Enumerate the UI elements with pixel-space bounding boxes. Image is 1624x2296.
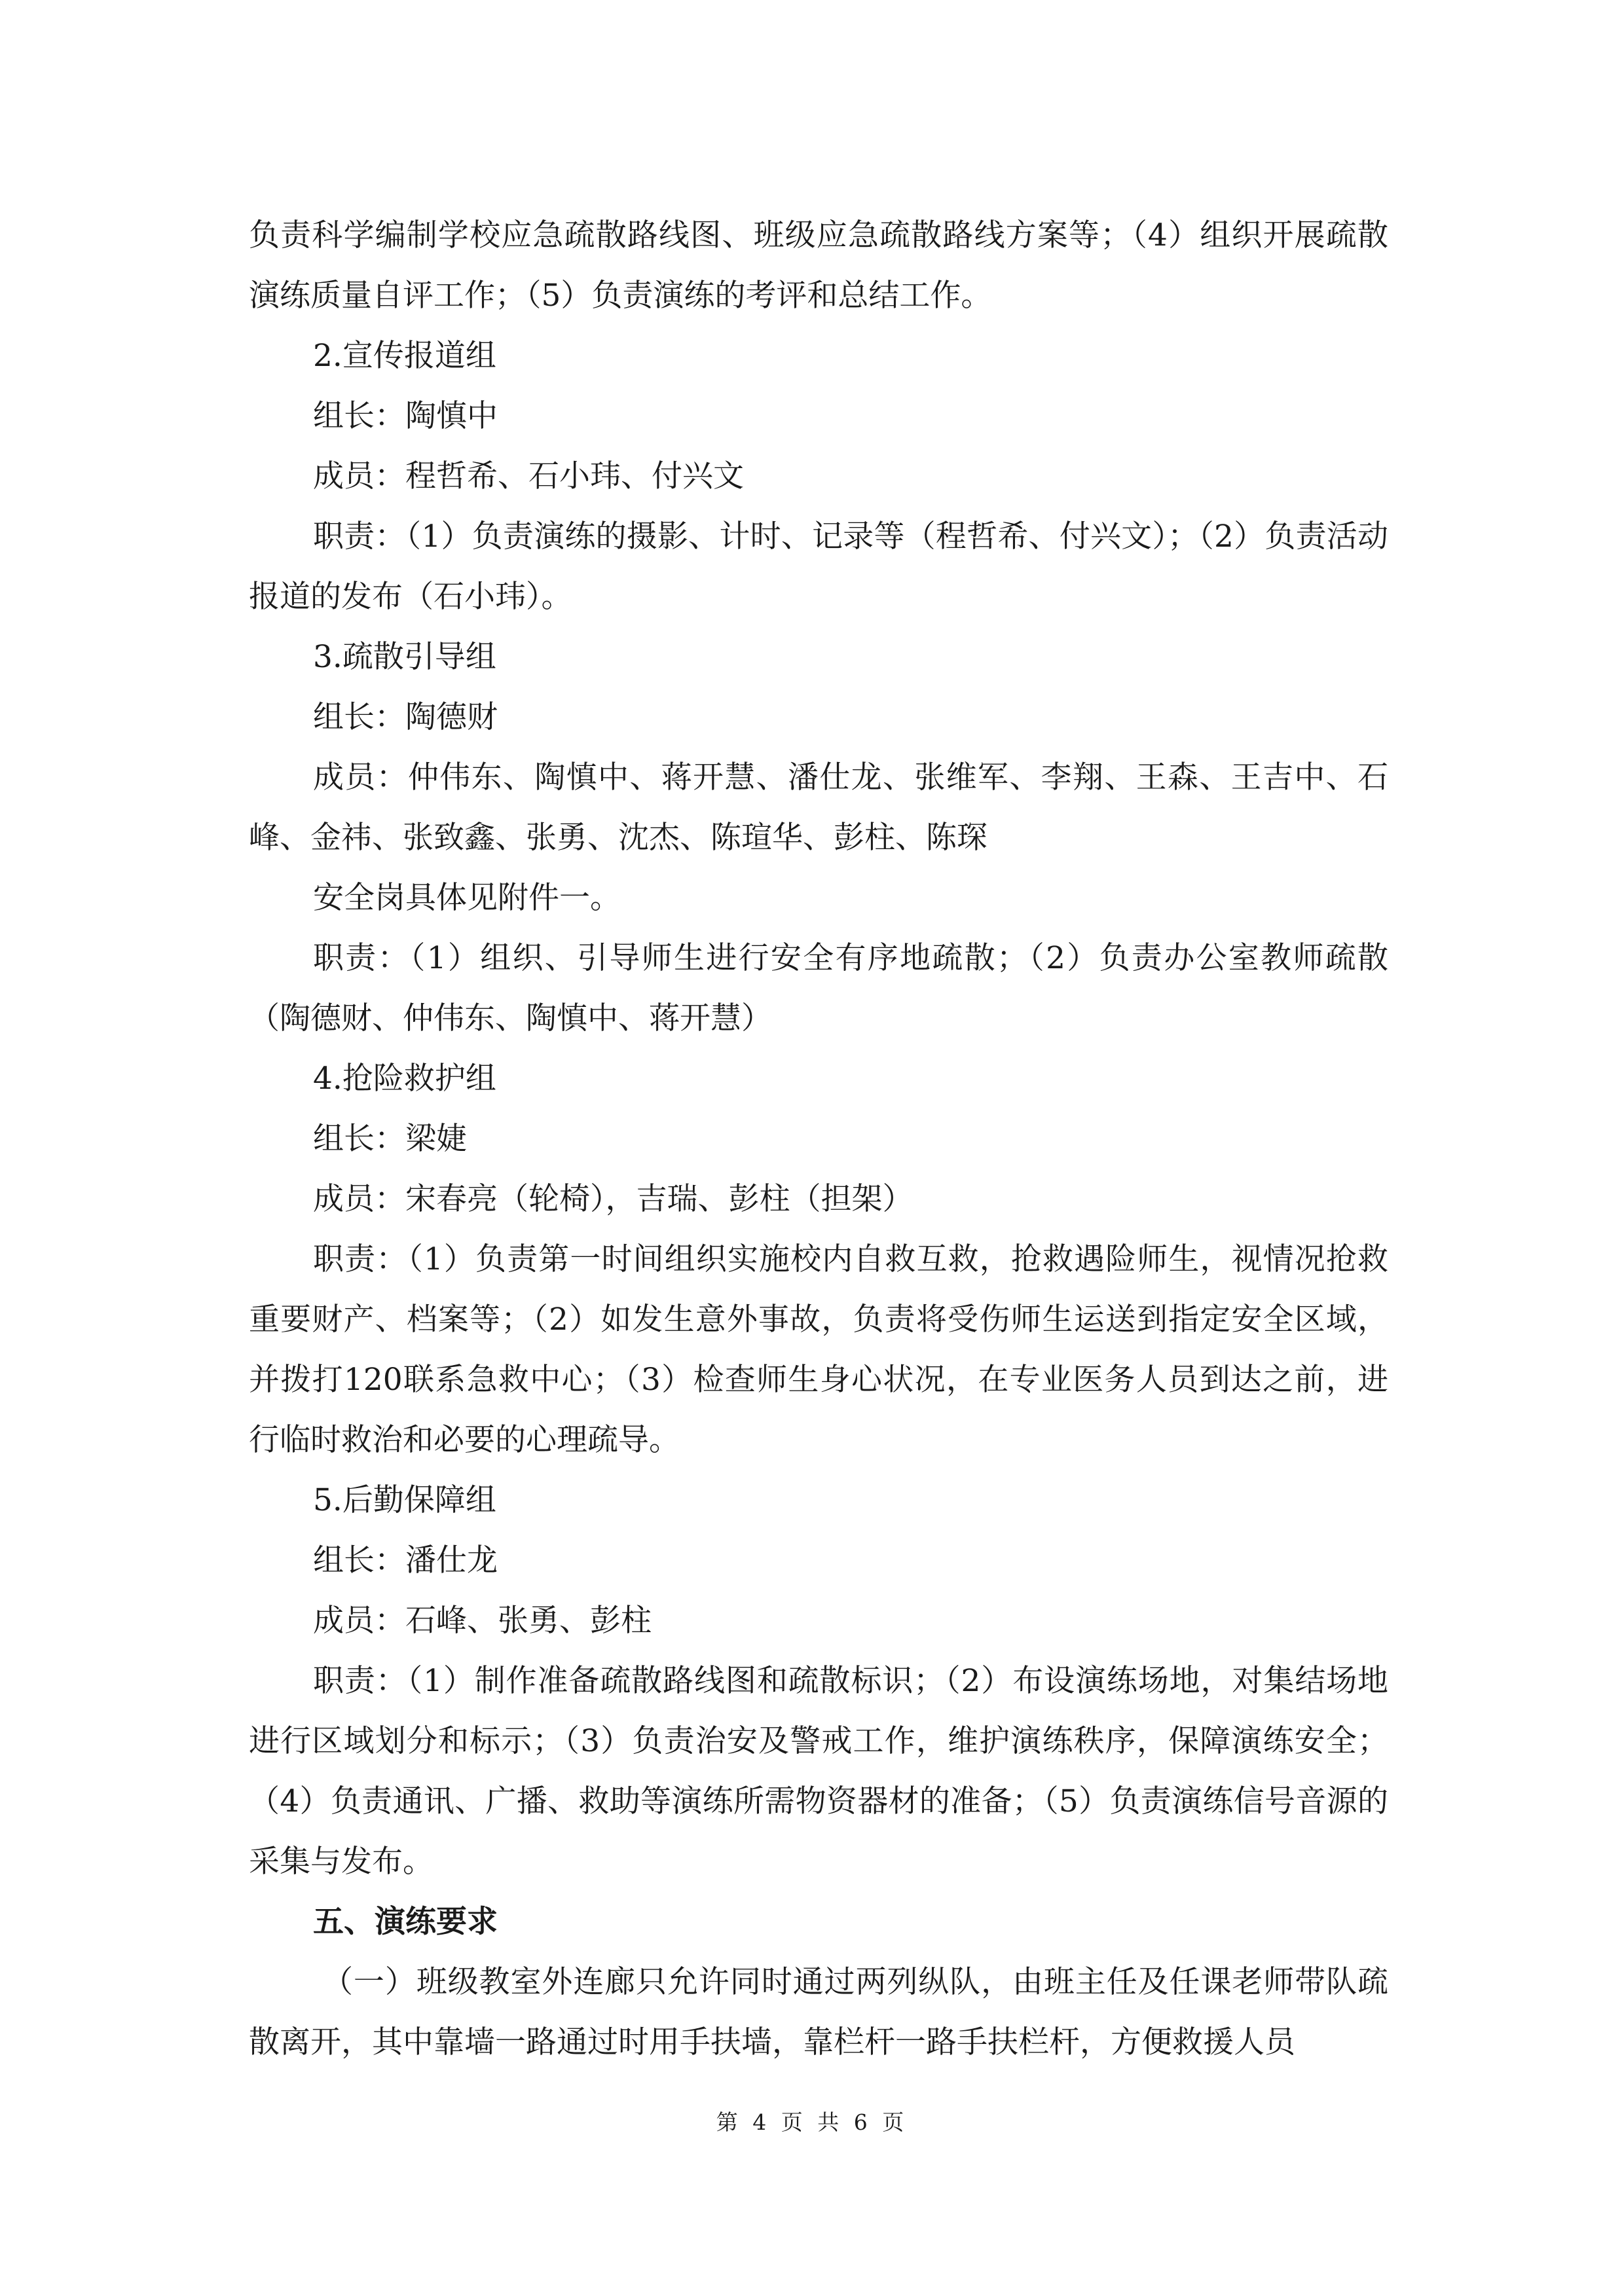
logistics-group-members: 成员：石峰、张勇、彭柱 (313, 1603, 652, 1639)
requirement-item-1: （一）班级教室外连廊只允许同时通过两列纵队，由班主任及任课老师带队疏散离开，其中靠墙一路通过时用手扶墙，靠栏杆一路手扶栏杆，方便救援人员 (249, 1964, 1388, 2060)
document-body (249, 206, 1388, 2073)
rescue-group-leader: 组长：梁婕 (313, 1121, 467, 1157)
heading-evacuation-group: 3.疏散引导组 (313, 639, 496, 675)
logistics-group-leader: 组长：潘仕龙 (313, 1542, 498, 1578)
paragraph-responsibility-continued: 负责科学编制学校应急疏散路线图、班级应急疏散路线方案等；（4）组织开展疏散演练质量自评工作；（5）负责演练的考评和总结工作。 (249, 217, 1388, 314)
evacuation-group-duties: 职责：（1）组织、引导师生进行安全有序地疏散；（2）负责办公室教师疏散（陶德财、仲伟东、陶慎中、蒋开慧） (249, 940, 1388, 1036)
publicity-group-duties: 职责：（1）负责演练的摄影、计时、记录等（程哲希、付兴文）；（2）负责活动报道的发布（石小玮）。 (249, 519, 1388, 615)
rescue-group-members: 成员：宋春亮（轮椅），吉瑞、彭柱（担架） (313, 1181, 913, 1217)
heading-logistics-group: 5.后勤保障组 (313, 1482, 496, 1518)
publicity-group-leader: 组长：陶慎中 (313, 398, 498, 434)
evacuation-group-members: 成员：仲伟东、陶慎中、蒋开慧、潘仕龙、张维军、李翔、王森、王吉中、石峰、金祎、张致鑫、张勇、沈杰、陈瑄华、彭柱、陈琛 (249, 759, 1388, 856)
page-footer: 第 4 页 共 6 页 (716, 2109, 908, 2135)
heading-rescue-group: 4.抢险救护组 (313, 1061, 496, 1097)
evacuation-group-leader: 组长：陶德财 (313, 699, 498, 735)
logistics-group-duties: 职责：（1）制作准备疏散路线图和疏散标识；（2）布设演练场地，对集结场地进行区域划分和标示；（3）负责治安及警戒工作，维护演练秩序，保障演练安全；（4）负责通讯、广播、救助等演练所需物资器材的准备；（5）负责演练信号音源的采集与发布。 (249, 1663, 1388, 1880)
section-heading-drill-requirements: 五、演练要求 (313, 1904, 498, 1940)
publicity-group-members: 成员：程哲希、石小玮、付兴文 (313, 458, 744, 494)
safety-post-note: 安全岗具体见附件一。 (313, 880, 621, 916)
heading-publicity-group: 2.宣传报道组 (313, 338, 496, 374)
rescue-group-duties: 职责：（1）负责第一时间组织实施校内自救互救，抢救遇险师生，视情况抢救重要财产、档案等；（2）如发生意外事故，负责将受伤师生运送到指定安全区域，并拨打120联系急救中心；（3）检查师生身心状况，在专业医务人员到达之前，进行临时救治和必要的心理疏导。 (249, 1241, 1388, 1458)
